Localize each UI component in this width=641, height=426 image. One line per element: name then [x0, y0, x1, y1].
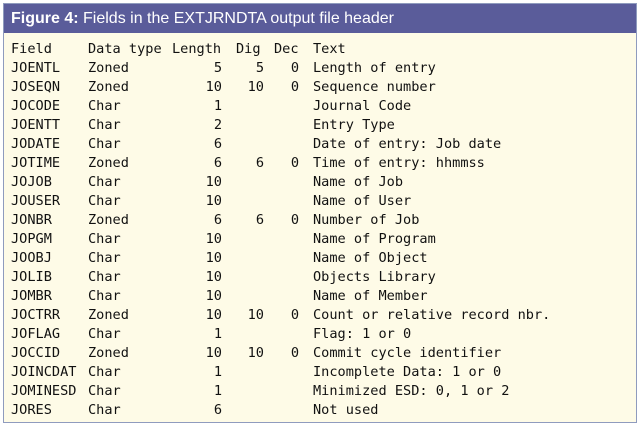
cell-text: Flag: 1 or 0 [313, 326, 412, 342]
cell-field: JOINCDAT [11, 364, 77, 380]
cell-field: JOUSER [11, 193, 61, 209]
cell-dec: 0 [290, 79, 299, 95]
cell-field: JOSEQN [11, 79, 61, 95]
cell-text: Not used [313, 402, 379, 418]
table-row [4, 382, 636, 401]
cell-type: Char [88, 269, 121, 285]
cell-length: 5 [213, 60, 222, 76]
table-row [4, 287, 636, 306]
cell-text: Commit cycle identifier [313, 345, 502, 361]
cell-type: Char [88, 98, 121, 114]
cell-length: 6 [213, 155, 222, 171]
table-row [4, 363, 636, 382]
cell-type: Zoned [88, 155, 129, 171]
cell-dig: 6 [255, 212, 264, 228]
cell-field: JOMINESD [11, 383, 77, 399]
table-row [4, 249, 636, 268]
table-header-row [4, 40, 636, 59]
cell-text: Incomplete Data: 1 or 0 [313, 364, 502, 380]
cell-field: JOENTT [11, 117, 61, 133]
cell-length: 6 [213, 136, 222, 152]
cell-dig: 10 [247, 79, 264, 95]
cell-text: Minimized ESD: 0, 1 or 2 [313, 383, 510, 399]
cell-type: Char [88, 402, 121, 418]
cell-field: JOJOB [11, 174, 52, 190]
table-row [4, 325, 636, 344]
cell-text: Count or relative record nbr. [313, 307, 551, 323]
cell-dig: 5 [255, 60, 264, 76]
column-header-dec: Dec [274, 41, 299, 57]
cell-dig: 6 [255, 155, 264, 171]
cell-length: 6 [213, 212, 222, 228]
cell-dig: 10 [247, 307, 264, 323]
cell-dec: 0 [290, 307, 299, 323]
table-row [4, 306, 636, 325]
cell-length: 10 [205, 250, 222, 266]
cell-type: Char [88, 174, 121, 190]
cell-text: Objects Library [313, 269, 436, 285]
cell-type: Char [88, 136, 121, 152]
cell-field: JOFLAG [11, 326, 61, 342]
cell-length: 6 [213, 402, 222, 418]
figure-title: Fields in the EXTJRNDTA output file header [83, 10, 394, 27]
cell-text: Sequence number [313, 79, 436, 95]
cell-dec: 0 [290, 345, 299, 361]
table-row [4, 401, 636, 420]
cell-type: Char [88, 288, 121, 304]
cell-field: JOCODE [11, 98, 61, 114]
cell-field: JORES [11, 402, 52, 418]
cell-field: JOMBR [11, 288, 52, 304]
table-row [4, 135, 636, 154]
cell-field: JOTIME [11, 155, 61, 171]
cell-length: 1 [213, 383, 222, 399]
cell-type: Char [88, 326, 121, 342]
cell-text: Entry Type [313, 117, 395, 133]
table-row [4, 211, 636, 230]
cell-length: 10 [205, 193, 222, 209]
cell-text: Number of Job [313, 212, 420, 228]
cell-text: Time of entry: hhmmss [313, 155, 485, 171]
cell-dig: 10 [247, 345, 264, 361]
fields-table [4, 40, 636, 420]
cell-type: Zoned [88, 79, 129, 95]
cell-type: Zoned [88, 60, 129, 76]
cell-dec: 0 [290, 60, 299, 76]
cell-type: Zoned [88, 307, 129, 323]
table-row [4, 78, 636, 97]
cell-text: Name of Program [313, 231, 436, 247]
cell-field: JOLIB [11, 269, 52, 285]
cell-length: 10 [205, 79, 222, 95]
table-row [4, 97, 636, 116]
cell-type: Zoned [88, 345, 129, 361]
table-row [4, 268, 636, 287]
cell-text: Length of entry [313, 60, 436, 76]
cell-text: Name of User [313, 193, 412, 209]
cell-text: Journal Code [313, 98, 412, 114]
table-row [4, 59, 636, 78]
figure-header [4, 4, 636, 33]
cell-type: Char [88, 383, 121, 399]
table-row [4, 192, 636, 211]
figure-panel [3, 3, 637, 423]
column-header-dig: Dig [236, 41, 261, 57]
column-header-length: Length [172, 41, 222, 57]
cell-text: Name of Member [313, 288, 428, 304]
cell-length: 1 [213, 98, 222, 114]
cell-type: Char [88, 193, 121, 209]
cell-length: 10 [205, 174, 222, 190]
cell-type: Char [88, 231, 121, 247]
cell-length: 1 [213, 326, 222, 342]
cell-type: Char [88, 250, 121, 266]
column-header-type: Data type [88, 41, 162, 57]
cell-field: JOOBJ [11, 250, 52, 266]
cell-field: JONBR [11, 212, 52, 228]
cell-length: 10 [205, 269, 222, 285]
cell-type: Char [88, 364, 121, 380]
table-row [4, 173, 636, 192]
cell-type: Char [88, 117, 121, 133]
figure-label: Figure 4: [11, 10, 79, 27]
cell-length: 10 [205, 307, 222, 323]
column-header-field: Field [11, 41, 52, 57]
cell-length: 10 [205, 288, 222, 304]
cell-length: 1 [213, 364, 222, 380]
cell-text: Name of Object [313, 250, 428, 266]
cell-field: JOCTRR [11, 307, 61, 323]
cell-field: JOCCID [11, 345, 61, 361]
cell-length: 10 [205, 345, 222, 361]
column-header-text: Text [313, 41, 346, 57]
cell-text: Date of entry: Job date [313, 136, 502, 152]
table-body [4, 59, 636, 420]
table-row [4, 344, 636, 363]
cell-length: 2 [213, 117, 222, 133]
cell-dec: 0 [290, 212, 299, 228]
cell-type: Zoned [88, 212, 129, 228]
cell-dec: 0 [290, 155, 299, 171]
cell-field: JOPGM [11, 231, 52, 247]
table-row [4, 116, 636, 135]
cell-length: 10 [205, 231, 222, 247]
table-row [4, 230, 636, 249]
table-row [4, 154, 636, 173]
cell-field: JODATE [11, 136, 61, 152]
cell-text: Name of Job [313, 174, 404, 190]
cell-field: JOENTL [11, 60, 61, 76]
